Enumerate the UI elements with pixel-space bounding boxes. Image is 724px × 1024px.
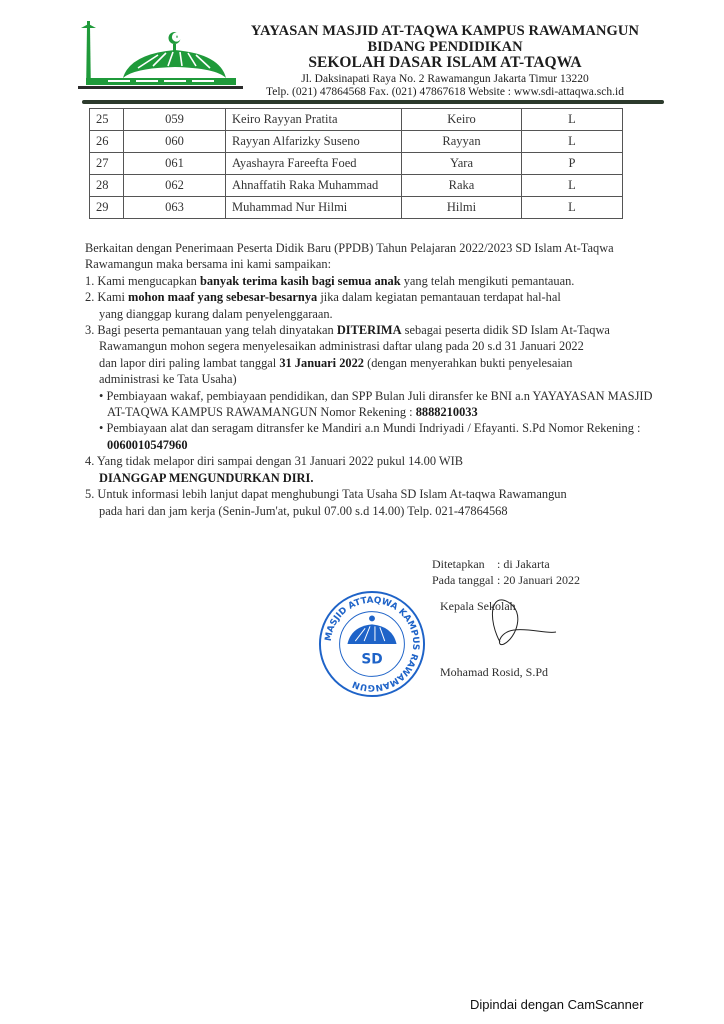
cell-gender: L <box>522 109 623 131</box>
cell-gender: L <box>522 197 623 219</box>
division-name: BIDANG PENDIDIKAN <box>367 38 523 55</box>
bullet-bni-text: Pembiayaan wakaf, pembiayaan pendidikan, dan SPP Bulan Juli diransfer ke BNI a.n YAYAYASAN MASJID AT-TAQWA KAMPUS RAWAMANGUN Nomor Rekening : <box>106 388 653 420</box>
item-1-bold: banyak terima kasih bagi semua anak <box>199 273 401 288</box>
table-row <box>90 175 623 197</box>
signatory-title: Kepala Sekolah <box>440 599 516 613</box>
cell-code: 061 <box>124 153 226 175</box>
cell-name: Ayashayra Fareefta Foed <box>226 153 402 175</box>
item-4: 4. Yang tidak melapor diri sampai dengan 31 Januari 2022 pukul 14.00 WIB <box>85 454 463 469</box>
item-2-continuation: yang dianggap kurang dalam penyelenggaraan. <box>99 306 333 321</box>
cell-no: 25 <box>90 109 124 131</box>
cell-nickname: Keiro <box>402 109 522 131</box>
letter-body <box>85 240 660 519</box>
cell-no: 28 <box>90 175 124 197</box>
item-3-line-3-text: dan lapor diri paling lambat tanggal <box>99 355 280 370</box>
cell-code: 060 <box>124 131 226 153</box>
item-2 <box>85 289 660 305</box>
item-3-line-3-end: (dengan menyerahkan bukti penyelesaian <box>364 355 573 370</box>
mandiri-account-number: 0060010547960 <box>107 437 188 452</box>
school-name: SEKOLAH DASAR ISLAM AT-TAQWA <box>308 54 582 71</box>
cell-nickname: Yara <box>402 153 522 175</box>
intro-paragraph: Berkaitan dengan Penerimaan Peserta Didik Baru (PPDB) Tahun Pelajaran 2022/2023 SD Islam At-Taqwa Rawamangun maka bersama ini kami sampaikan: <box>85 241 614 272</box>
cell-nickname: Hilmi <box>402 197 522 219</box>
item-3-bold: DITERIMA <box>336 323 402 338</box>
cell-code: 059 <box>124 109 226 131</box>
student-table <box>89 108 623 219</box>
cell-nickname: Raka <box>402 175 522 197</box>
bni-account-number: 8888210033 <box>415 405 478 420</box>
item-1-text: 1. Kami mengucapkan <box>85 273 200 288</box>
cell-code: 062 <box>124 175 226 197</box>
item-1 <box>85 273 660 289</box>
table-row <box>90 153 623 175</box>
item-3 <box>85 322 660 338</box>
signature-scribble-icon <box>470 572 560 702</box>
deadline-date: 31 Januari 2022 <box>279 355 364 370</box>
table-row <box>90 131 623 153</box>
date-value: : 20 Januari 2022 <box>497 573 580 587</box>
cell-code: 063 <box>124 197 226 219</box>
cell-gender: P <box>522 153 623 175</box>
cell-no: 26 <box>90 131 124 153</box>
item-2-bold: mohon maaf yang sebesar-besarnya <box>128 290 318 305</box>
cell-gender: L <box>522 131 623 153</box>
item-3-text: 3. Bagi peserta pemantauan yang telah dinyatakan <box>85 323 337 338</box>
item-5-continuation: pada hari dan jam kerja (Senin-Jum'at, pukul 07.00 s.d 14.00) Telp. 021-47864568 <box>99 503 508 518</box>
cell-name: Muhammad Nur Hilmi <box>226 197 402 219</box>
cell-gender: L <box>522 175 623 197</box>
item-1-text-end: yang telah mengikuti pemantauan. <box>400 273 575 288</box>
school-logo-icon <box>78 16 243 94</box>
item-3-line-4: administrasi ke Tata Usaha) <box>99 372 237 387</box>
item-3-line-2: Rawamangun mohon segera menyelesaikan administrasi daftar ulang pada 20 s.d 31 Januari 2022 <box>99 339 584 354</box>
school-address: Jl. Daksinapati Raya No. 2 Rawamangun Jakarta Timur 13220 <box>301 72 589 85</box>
table-row <box>90 109 623 131</box>
school-contact: Telp. (021) 47864568 Fax. (021) 47867618 Website : www.sdi-attaqwa.sch.id <box>266 86 624 98</box>
letterhead-divider <box>82 100 664 104</box>
cell-no: 29 <box>90 197 124 219</box>
cell-no: 27 <box>90 153 124 175</box>
foundation-name: YAYASAN MASJID AT-TAQWA KAMPUS RAWAMANGUN <box>250 23 640 39</box>
signatory-name: Mohamad Rosid, S.Pd <box>440 665 549 679</box>
place-value: : di Jakarta <box>497 557 550 571</box>
table-row <box>90 197 623 219</box>
place-row <box>432 556 632 572</box>
scanner-watermark: Dipindai dengan CamScanner <box>470 997 644 1012</box>
bullet-mandiri <box>85 420 660 453</box>
bullet-mandiri-text: Pembiayaan alat dan seragam ditransfer ke Mandiri a.n Mundi Indriyadi / Efayanti. S.Pd Nomor Rekening : <box>106 421 641 436</box>
place-label: Ditetapkan <box>432 557 485 571</box>
cell-name: Rayyan Alfarizky Suseno <box>226 131 402 153</box>
item-3-text-end: sebagai peserta didik SD Islam At-Taqwa <box>401 323 610 338</box>
stamp-text: MASJID ATTAQWA KAMPUS RAWAMANGUN <box>323 595 421 693</box>
date-label: Pada tanggal <box>432 573 494 587</box>
item-2-text-end: jika dalam kegiatan pemantauan terdapat hal-hal <box>317 290 561 305</box>
item-5: 5. Untuk informasi lebih lanjut dapat menghubungi Tata Usaha SD Islam At-taqwa Rawamangun <box>85 487 567 502</box>
cell-name: Keiro Rayyan Pratita <box>226 109 402 131</box>
cell-nickname: Rayyan <box>402 131 522 153</box>
item-4-bold <box>85 470 660 486</box>
school-stamp-icon <box>318 590 426 698</box>
letterhead <box>250 24 640 99</box>
item-3-line-3 <box>85 355 660 371</box>
bullet-bni <box>85 388 660 421</box>
cell-name: Ahnaffatih Raka Muhammad <box>226 175 402 197</box>
withdrawal-notice: DIANGGAP MENGUNDURKAN DIRI. <box>99 470 314 485</box>
bullet-icon: • <box>99 388 107 403</box>
stamp-center-text: SD <box>361 651 383 668</box>
bullet-icon: • <box>99 421 107 436</box>
item-2-text: 2. Kami <box>85 290 129 305</box>
